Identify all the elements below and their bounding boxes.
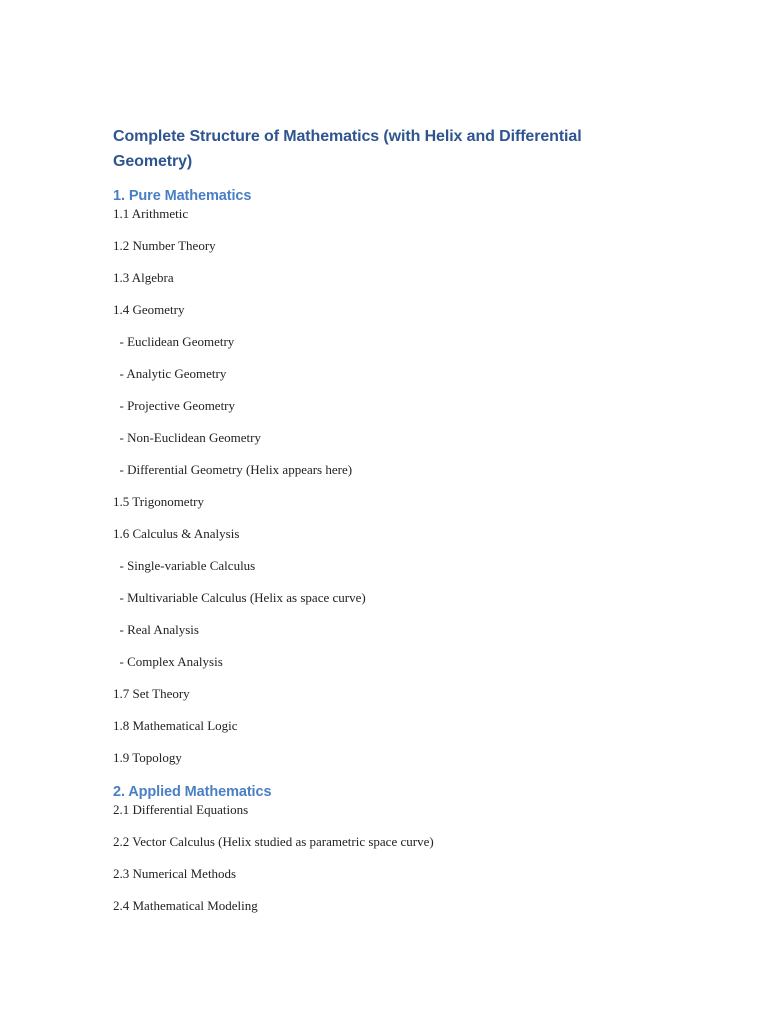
list-item: - Differential Geometry (Helix appears here) <box>113 462 353 477</box>
list-item: 1.6 Calculus & Analysis <box>113 526 240 541</box>
list-item: 1.9 Topology <box>113 750 182 765</box>
section <box>113 782 653 914</box>
list-item: - Single-variable Calculus <box>113 558 256 573</box>
list-item: 1.5 Trigonometry <box>113 494 205 509</box>
list-item: 2.2 Vector Calculus (Helix studied as parametric space curve) <box>113 834 434 849</box>
list-item: - Real Analysis <box>113 622 199 637</box>
list-item: - Complex Analysis <box>113 654 223 669</box>
list-item: 1.1 Arithmetic <box>113 206 189 221</box>
list-item: 1.2 Number Theory <box>113 238 216 253</box>
list-item: 1.8 Mathematical Logic <box>113 718 238 733</box>
list-item: - Multivariable Calculus (Helix as space curve) <box>113 590 366 605</box>
section-heading: 2. Applied Mathematics <box>113 784 272 800</box>
list-item: 2.3 Numerical Methods <box>113 866 237 881</box>
list-item: 1.7 Set Theory <box>113 686 190 701</box>
list-item: 2.1 Differential Equations <box>113 802 249 817</box>
section-heading: 1. Pure Mathematics <box>113 188 252 204</box>
document-title: Complete Structure of Mathematics (with Helix and Differential Geometry) <box>113 128 582 170</box>
list-item: - Euclidean Geometry <box>113 334 235 349</box>
document-content <box>113 124 653 930</box>
list-item: - Analytic Geometry <box>113 366 227 381</box>
list-item: 2.4 Mathematical Modeling <box>113 898 258 913</box>
sections-container <box>113 186 653 914</box>
list-item: 1.3 Algebra <box>113 270 174 285</box>
list-item: - Projective Geometry <box>113 398 236 413</box>
list-item: 1.4 Geometry <box>113 302 185 317</box>
section <box>113 186 653 766</box>
list-item: - Non-Euclidean Geometry <box>113 430 262 445</box>
